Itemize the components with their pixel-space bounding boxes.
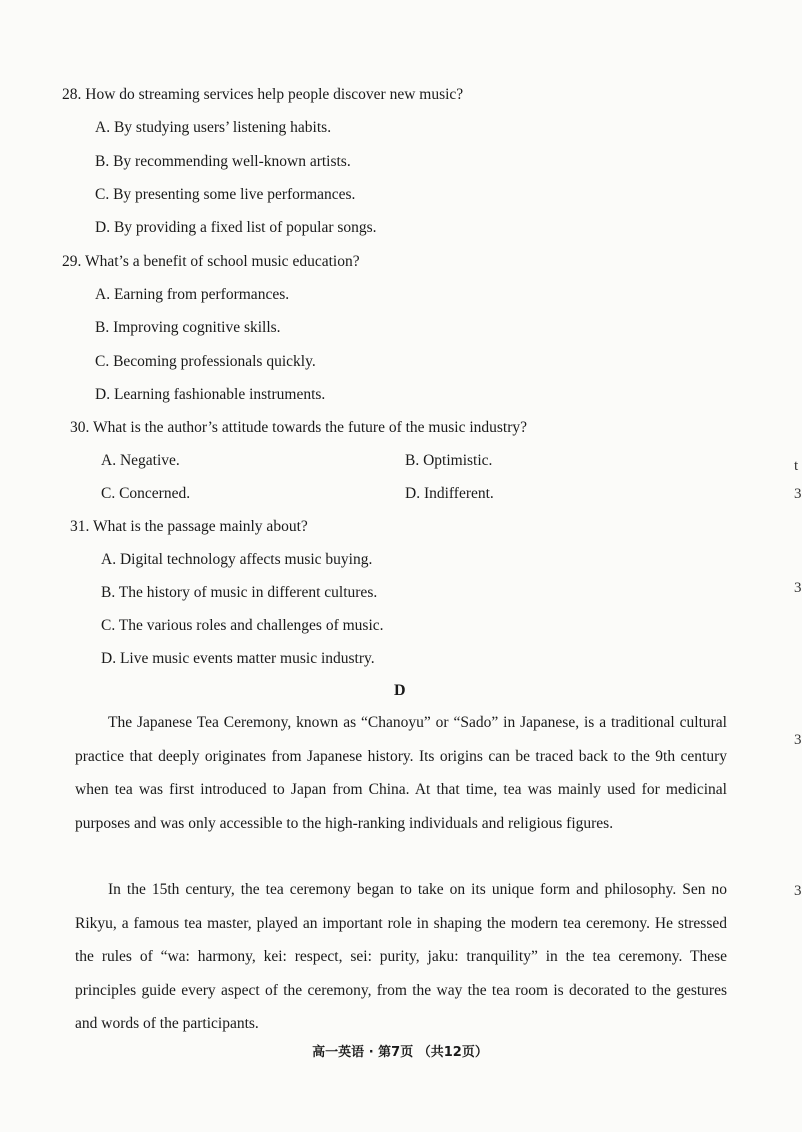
passage-paragraph: In the 15th century, the tea ceremony began to take on its unique form and philosophy. Sen no Rikyu, a famous tea master, played an important role in shaping the modern tea ceremony. He stressed the rules of “wa: harmony, kei: respect, sei: purity, jaku: tranquility” in the tea ceremony. These principles guide every aspect of the ceremony, from the way the tea room is decorated to the gestures and words of the participants. xyxy=(75,881,727,1032)
question-28-option-b: B. By recommending well-known artists. xyxy=(95,153,351,170)
question-29-option-d: D. Learning fashionable instruments. xyxy=(95,386,326,403)
question-30-option-a: A. Negative. xyxy=(101,452,180,469)
question-30-option-d: D. Indifferent. xyxy=(405,485,494,502)
edge-mark: 3 xyxy=(794,580,802,596)
question-30-stem: 30. What is the author’s attitude towards the future of the music industry? xyxy=(70,419,528,436)
question-30-option-b: B. Optimistic. xyxy=(405,452,493,469)
edge-mark: 3 xyxy=(794,732,802,748)
question-28-option-c: C. By presenting some live performances. xyxy=(95,186,356,203)
question-31-option-b: B. The history of music in different cultures. xyxy=(101,584,378,601)
question-28-option-d: D. By providing a fixed list of popular songs. xyxy=(95,219,377,236)
section-title: D xyxy=(394,682,406,699)
question-28-option-a: A. By studying users’ listening habits. xyxy=(95,119,332,136)
question-31-option-d: D. Live music events matter music industry. xyxy=(101,650,375,667)
question-30-option-c: C. Concerned. xyxy=(101,485,191,502)
question-29-stem: 29. What’s a benefit of school music education? xyxy=(62,253,360,270)
passage-paragraph: The Japanese Tea Ceremony, known as “Chanoyu” or “Sado” in Japanese, is a traditional cultural practice that deeply originates from Japanese history. Its origins can be traced back to the 9th century when tea was first introduced to Japan from China. At that time, tea was mainly used for medicinal purposes and was only accessible to the high-ranking individuals and religious figures. xyxy=(75,714,727,832)
page-footer: 高一英语 · 第7页 （共12页） xyxy=(312,1045,488,1060)
question-31-option-c: C. The various roles and challenges of music. xyxy=(101,617,384,634)
edge-mark: 3 xyxy=(794,486,802,502)
question-28-stem: 28. How do streaming services help people discover new music? xyxy=(62,86,464,103)
question-31-stem: 31. What is the passage mainly about? xyxy=(70,518,308,535)
question-29-option-b: B. Improving cognitive skills. xyxy=(95,319,281,336)
edge-mark: t xyxy=(794,458,799,474)
edge-mark: 3 xyxy=(794,883,802,899)
question-29-option-a: A. Earning from performances. xyxy=(95,286,290,303)
question-31-option-a: A. Digital technology affects music buying. xyxy=(101,551,373,568)
question-29-option-c: C. Becoming professionals quickly. xyxy=(95,353,316,370)
